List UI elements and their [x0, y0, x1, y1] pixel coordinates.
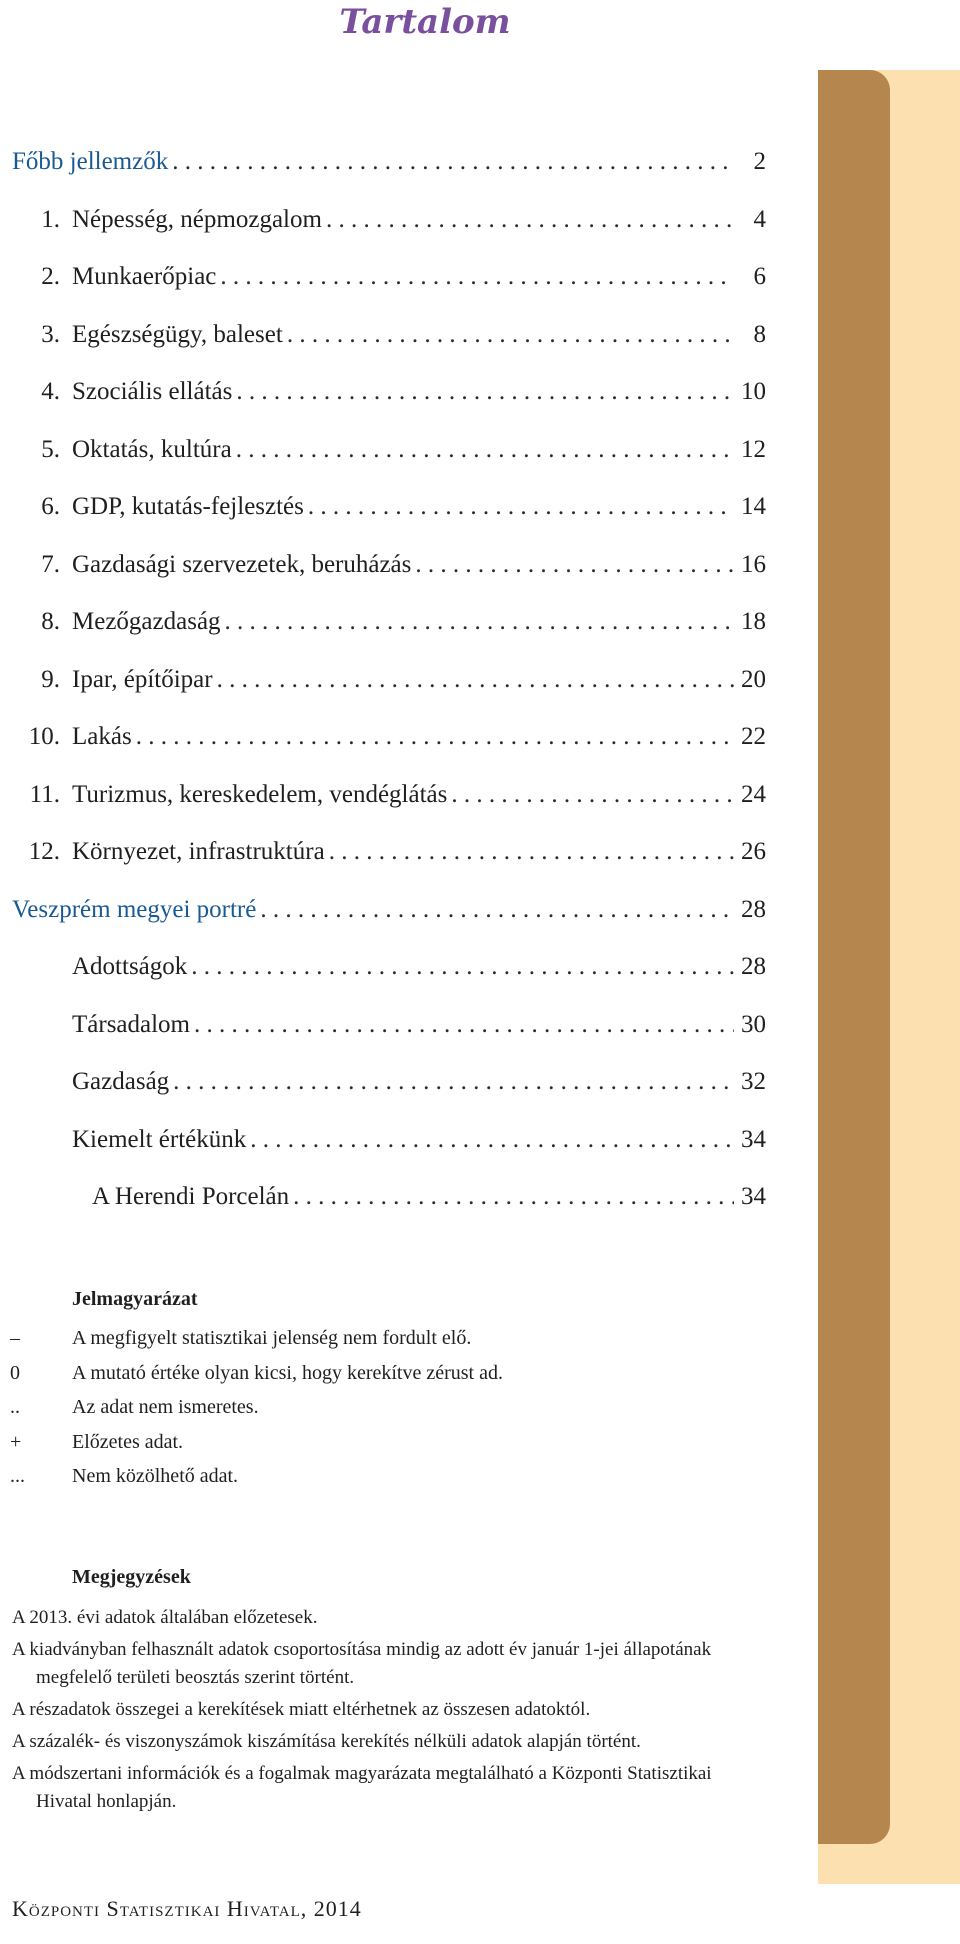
page-title: Tartalom	[339, 2, 511, 42]
toc-entry-label: Szociális ellátás	[72, 378, 233, 405]
note-item: A 2013. évi adatok általában előzetesek.	[12, 1607, 318, 1628]
toc-entry-number: 8.	[41, 608, 60, 635]
legend-text: A mutató értéke olyan kicsi, hogy kerekítve zérust ad.	[72, 1361, 503, 1384]
toc-dot-leader	[236, 372, 734, 412]
legend-item	[0, 1462, 790, 1492]
legend-text: A megfigyelt statisztikai jelenség nem fordult elő.	[72, 1327, 472, 1349]
toc-entry-page: 34	[741, 1183, 766, 1210]
toc-entry-page: 28	[741, 895, 766, 923]
toc-entry-page: 34	[741, 1125, 766, 1153]
toc-dot-leader	[287, 315, 734, 355]
toc-entry-label: Társadalom	[72, 1010, 191, 1038]
toc-entry-page: 26	[741, 838, 766, 865]
toc-entry-label: Gazdaság	[72, 1068, 170, 1095]
toc-entry-label: GDP, kutatás-fejlesztés	[72, 493, 304, 520]
toc-entry[interactable]	[0, 372, 766, 412]
toc-entry-page: 24	[741, 780, 766, 808]
toc-entry[interactable]	[0, 660, 766, 700]
toc-entry-number: 12.	[28, 838, 60, 865]
legend-item	[0, 1428, 790, 1458]
legend-item	[0, 1359, 790, 1389]
toc-entry-page: 12	[741, 435, 766, 463]
legend-symbol: ...	[10, 1465, 25, 1487]
toc-entry[interactable]	[0, 257, 766, 297]
toc-entry-page: 30	[741, 1010, 766, 1038]
toc-entry-number: 4.	[41, 378, 60, 405]
legend-item	[0, 1393, 790, 1423]
toc-entry-label: Népesség, népmozgalom	[72, 205, 322, 233]
toc-entry-label: Ipar, építőipar	[72, 665, 213, 693]
toc-dot-leader	[415, 545, 734, 585]
toc-entry-label: Mezőgazdaság	[72, 608, 221, 635]
toc-entry-page: 2	[753, 148, 766, 175]
toc-entry-label: Környezet, infrastruktúra	[72, 838, 325, 865]
toc-entry-page: 8	[753, 320, 766, 348]
toc-entry-label: A Herendi Porcelán	[92, 1183, 290, 1210]
toc-entry[interactable]	[92, 1177, 766, 1217]
toc-entry-label: Lakás	[72, 723, 132, 750]
toc-entry[interactable]	[0, 430, 766, 470]
toc-entry-number: 2.	[41, 263, 60, 290]
toc-entry-page: 14	[741, 493, 766, 520]
toc-entry-page: 6	[753, 263, 766, 290]
legend-symbol: –	[10, 1327, 20, 1349]
toc-entry[interactable]	[12, 142, 766, 182]
toc-entry-number: 6.	[41, 493, 60, 520]
toc-entry-label: Oktatás, kultúra	[72, 435, 232, 463]
toc-dot-leader	[172, 142, 734, 182]
toc-entry-number: 1.	[41, 205, 60, 233]
toc-entry[interactable]	[72, 1120, 766, 1160]
toc-dot-leader	[250, 1120, 734, 1160]
toc-entry[interactable]	[0, 602, 766, 642]
note-item: A kiadványban felhasznált adatok csoportosítása mindig az adott év január 1-jei állapotának megfelelő területi beosztás szerint történt.	[12, 1639, 712, 1688]
legend-symbol: ..	[10, 1396, 20, 1418]
toc-entry-page: 20	[741, 665, 766, 693]
toc-entry-number: 10.	[28, 723, 60, 750]
toc-dot-leader	[260, 890, 734, 930]
toc-entry-label: Kiemelt értékünk	[72, 1125, 247, 1153]
toc-entry[interactable]	[0, 832, 766, 872]
toc-dot-leader	[220, 257, 734, 297]
toc-entry[interactable]	[0, 315, 766, 355]
toc-entry-label: Főbb jellemzők	[12, 148, 169, 175]
toc-dot-leader	[191, 947, 734, 987]
toc-entry[interactable]	[12, 890, 766, 930]
note-item: A százalék- és viszonyszámok kiszámítása kerekítés nélküli adatok alapján történt.	[12, 1731, 641, 1752]
toc-dot-leader	[217, 660, 734, 700]
legend-item	[0, 1324, 790, 1354]
toc-entry-number: 3.	[41, 320, 60, 348]
toc-entry-label: Egészségügy, baleset	[72, 320, 283, 348]
toc-entry[interactable]	[72, 1005, 766, 1045]
toc-entry-page: 32	[741, 1068, 766, 1095]
legend-text: Az adat nem ismeretes.	[72, 1396, 259, 1418]
toc-entry[interactable]	[0, 200, 766, 240]
toc-entry[interactable]	[0, 717, 766, 757]
side-tab	[818, 70, 890, 1844]
toc-entry-page: 22	[741, 723, 766, 750]
toc-entry-number: 11.	[29, 780, 60, 808]
toc-entry[interactable]	[0, 545, 766, 585]
toc-dot-leader	[308, 487, 734, 527]
toc-dot-leader	[236, 430, 734, 470]
notes-title: Megjegyzések	[72, 1566, 191, 1588]
note-item: A részadatok összegei a kerekítések miatt eltérhetnek az összesen adatoktól.	[12, 1699, 591, 1720]
toc-dot-leader	[173, 1062, 734, 1102]
toc-entry-page: 10	[741, 378, 766, 405]
legend-text: Nem közölhető adat.	[72, 1465, 239, 1487]
toc-entry-page: 4	[753, 205, 766, 233]
toc-entry-page: 28	[741, 953, 766, 980]
legend-text: Előzetes adat.	[72, 1430, 184, 1453]
toc-entry-number: 9.	[41, 665, 60, 693]
footer-publisher: Központi Statisztikai Hivatal, 2014	[12, 1896, 362, 1921]
toc-entry-label: Gazdasági szervezetek, beruházás	[72, 550, 412, 578]
toc-dot-leader	[451, 775, 734, 815]
toc-dot-leader	[326, 200, 734, 240]
toc-entry-number: 5.	[41, 435, 60, 463]
toc-entry-number: 7.	[41, 550, 60, 578]
toc-dot-leader	[293, 1177, 734, 1217]
notes	[12, 1604, 770, 1820]
toc-dot-leader	[329, 832, 734, 872]
toc-dot-leader	[136, 717, 734, 757]
legend-symbol: +	[10, 1430, 22, 1453]
legend-symbol: 0	[10, 1361, 20, 1384]
toc-entry-label: Veszprém megyei portré	[12, 895, 257, 923]
legend-title: Jelmagyarázat	[72, 1288, 198, 1310]
toc-entry[interactable]	[72, 947, 766, 987]
toc-entry[interactable]	[0, 775, 766, 815]
toc-entry-label: Adottságok	[72, 953, 188, 980]
toc-entry-label: Turizmus, kereskedelem, vendéglátás	[72, 780, 448, 808]
toc-entry-page: 16	[741, 550, 766, 578]
toc-entry-page: 18	[741, 608, 766, 635]
toc-dot-leader	[194, 1005, 734, 1045]
toc-dot-leader	[225, 602, 734, 642]
toc-entry[interactable]	[72, 1062, 766, 1102]
note-item: A módszertani információk és a fogalmak magyarázata megtalálható a Központi Statisztikai Hivatal honlapján.	[12, 1763, 712, 1812]
toc-entry[interactable]	[0, 487, 766, 527]
toc-entry-label: Munkaerőpiac	[72, 263, 217, 290]
